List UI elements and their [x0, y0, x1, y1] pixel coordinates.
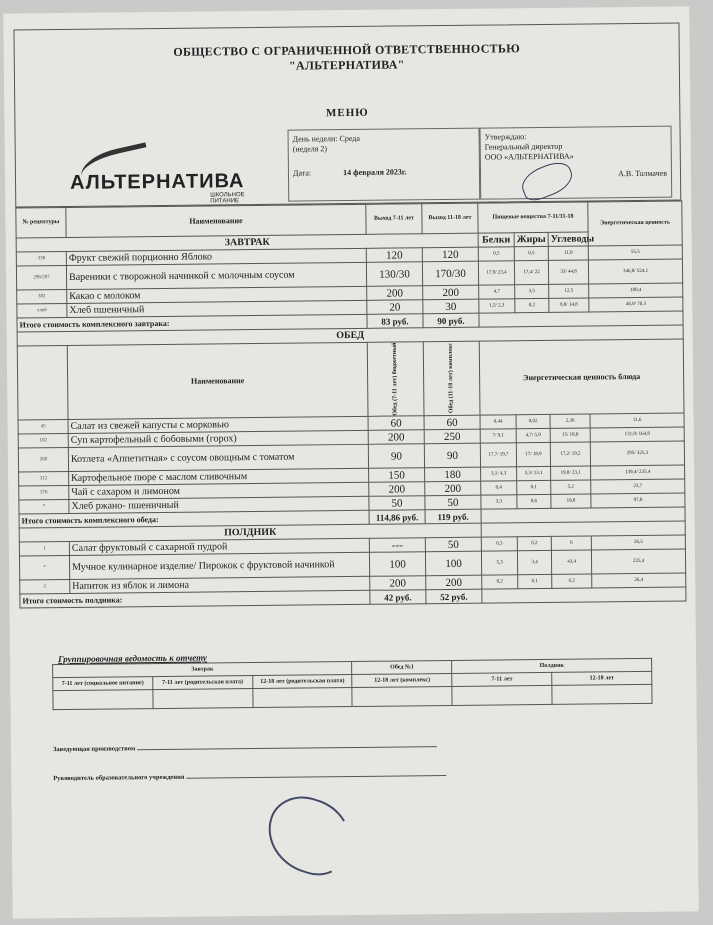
- lunch-title: ОБЕД: [17, 325, 683, 346]
- group-col-6: 12-18 лет: [552, 671, 652, 685]
- lunch-total-1118: 119 руб.: [425, 509, 481, 524]
- group-col-1: 7-11 лет (социальное питание): [53, 677, 153, 691]
- fat-value: 4,7/ 5,9: [516, 429, 550, 443]
- signature-line: [137, 746, 437, 750]
- lunch-header-row: [17, 339, 684, 420]
- portion-711: 120: [366, 248, 422, 263]
- portion-711: 200: [367, 286, 423, 301]
- portion-711: 100: [369, 552, 425, 577]
- fat-value: 0,2: [515, 298, 549, 312]
- dish-name: Котлета «Аппетитная» с соусом овощным с томатом: [68, 444, 368, 471]
- breakfast-total-1118: 90 руб.: [423, 313, 479, 328]
- breakfast-rows: [16, 245, 683, 318]
- group-report-table: [52, 658, 652, 710]
- protein-value: 7/ 9,1: [480, 429, 516, 443]
- group-breakfast: Завтрак: [53, 662, 353, 678]
- prod-manager-line: [53, 740, 687, 754]
- carb-value: 5,2: [551, 480, 591, 494]
- fat-value: 0,1: [517, 481, 551, 495]
- menu-title: МЕНЮ: [325, 106, 369, 120]
- recipe-code: 102: [18, 434, 68, 449]
- recipe-code: *: [19, 556, 69, 581]
- recipe-code: 376: [19, 486, 69, 501]
- group-col-4: 12-18 лет (комплекс): [352, 674, 452, 688]
- protein-value: 4,7: [479, 285, 515, 299]
- portion-711: 200: [370, 576, 426, 591]
- breakfast-total-711: 83 руб.: [367, 314, 423, 329]
- snack-total-711: 42 руб.: [370, 590, 426, 605]
- fat-value: 0,02: [516, 415, 550, 429]
- recipe-code: 1: [19, 542, 69, 557]
- lunch-rows: [18, 413, 685, 514]
- portion-711: 200: [369, 482, 425, 497]
- col-out-1118: Выход 11-18 лет: [422, 203, 478, 234]
- col-fat: Жиры: [514, 232, 548, 246]
- portion-1118: 200: [423, 285, 479, 300]
- fat-value: 0,6: [517, 495, 551, 509]
- empty-cell: [17, 345, 68, 420]
- protein-value: 0,3: [481, 537, 517, 551]
- portion-1118: 180: [425, 467, 481, 482]
- logo-tag: ШКОЛЬНОЕ ПИТАНИЕ: [210, 192, 245, 205]
- header-box: [13, 23, 681, 208]
- menu-table: [15, 201, 686, 609]
- protein-value: 0,4: [481, 481, 517, 495]
- carb-value: 19,8/ 23,1: [551, 466, 591, 480]
- date-value: 14 февраля 2023г.: [343, 167, 407, 178]
- fat-value: 3,5: [515, 284, 549, 298]
- dish-name: Какао с молоком: [67, 286, 367, 303]
- portion-1118: 250: [424, 429, 480, 444]
- carb-value: 12,5: [549, 284, 589, 298]
- group-lunch: Обед №1: [352, 661, 452, 675]
- company-logo: [69, 148, 271, 205]
- day-label: День недели: Среда: [292, 133, 360, 144]
- carb-value: 9,8/ 14,8: [549, 298, 589, 312]
- snack-total-label: Итого стоимость полдника:: [20, 590, 370, 608]
- lunch-total-label: Итого стоимость комплексного обеда:: [19, 510, 369, 528]
- dish-name: Напиток из яблок и лимона: [70, 576, 370, 593]
- energy-value: 295/ 325,3: [590, 441, 684, 466]
- portion-711: 200: [368, 430, 424, 445]
- empty-cell: [452, 686, 552, 706]
- approve-line-1: Утверждаю:: [484, 132, 527, 142]
- energy-value: 139,4/ 235,4: [591, 465, 685, 480]
- protein-value: 0,2: [482, 575, 518, 589]
- protein-value: 0,44: [480, 415, 516, 429]
- energy-value: 55,5: [588, 245, 682, 260]
- dish-name: Салат фруктовый с сахарной пудрой: [69, 538, 369, 555]
- portion-1118: 100: [425, 551, 481, 576]
- empty-cell: [352, 687, 452, 707]
- group-col-2: 7-11 лет (родительская плата): [153, 676, 253, 690]
- date-label: Дата:: [292, 168, 312, 178]
- date-row: [293, 167, 475, 179]
- recipe-code: 45: [18, 420, 68, 435]
- org-name: [14, 24, 678, 77]
- fat-value: 17/ 18,9: [516, 443, 550, 467]
- carb-value: 2,36: [550, 414, 590, 428]
- approve-signer: А.В. Толмачев: [618, 168, 668, 179]
- snack-total-1118: 52 руб.: [426, 589, 482, 604]
- portion-1118: 50: [425, 495, 481, 510]
- dish-name: Вареники с творожной начинкой с молочным соусом: [66, 262, 366, 289]
- dish-name: Картофельное пюре с маслом сливочным: [69, 468, 369, 485]
- recipe-code: 338: [16, 251, 66, 266]
- portion-711: 60: [368, 416, 424, 431]
- dish-name: Хлеб ржано- пшеничный: [69, 496, 369, 513]
- carb-value: 11,8: [548, 246, 588, 260]
- dish-name: Чай с сахаром и лимоном: [69, 482, 369, 499]
- fat-value: 17,4/ 22: [514, 260, 548, 284]
- recipe-code: 312: [19, 472, 69, 487]
- col-out-711: Выход 7-11 лет: [366, 204, 422, 235]
- energy-value: 46,9/ 70,3: [589, 297, 683, 312]
- signature-line: [186, 775, 446, 779]
- org-line-1: ОБЩЕСТВО С ОГРАНИЧЕННОЙ ОТВЕТСТВЕННОСТЬЮ: [173, 41, 521, 59]
- empty-cell: [53, 690, 153, 710]
- lunch-col-1118: Обед (11-18 лет) комплекс: [447, 343, 455, 414]
- energy-value: 11,6: [590, 413, 684, 428]
- group-snack: Полдник: [452, 658, 652, 673]
- lunch-total-711: 114,86 руб.: [369, 510, 425, 525]
- org-line-2: "АЛЬТЕРНАТИВА": [288, 57, 405, 73]
- energy-value: 100,4: [589, 283, 683, 298]
- portion-1118: 200: [426, 575, 482, 590]
- portion-1118: 200: [425, 481, 481, 496]
- recipe-code: 296/297: [16, 265, 66, 290]
- protein-value: 3,1/ 4,3: [481, 467, 517, 481]
- empty-cell: [482, 587, 686, 603]
- signature-icon: [517, 158, 576, 204]
- energy-value: 346,8/ 524,1: [588, 259, 682, 284]
- col-recipe-num: № рецептуры: [16, 207, 66, 238]
- portion-711: 90: [368, 444, 424, 469]
- carb-value: 17,2/ 19,2: [550, 442, 590, 466]
- recipe-code: 2: [20, 580, 70, 595]
- fat-value: 0,2: [517, 537, 551, 551]
- dish-name: Фрукт свежий порционно Яблоко: [66, 248, 366, 265]
- carb-value: 6: [551, 536, 591, 550]
- portion-1118: 170/30: [422, 261, 478, 286]
- head-label: Руководитель образовательного учреждения: [53, 773, 185, 783]
- energy-value: 97,8: [591, 493, 685, 508]
- dish-name: Салат из свежей капусты с морковью: [68, 416, 368, 433]
- breakfast-total-label: Итого стоимость комплексного завтрака:: [17, 314, 367, 332]
- empty-cell: [552, 684, 652, 704]
- head-line: [53, 769, 687, 783]
- portion-1118: 30: [423, 299, 479, 314]
- week-label: (неделя 2): [292, 144, 328, 154]
- group-col-5: 7-11 лет: [452, 673, 552, 687]
- carb-value: 6,2: [552, 574, 592, 588]
- fat-value: 3,4: [517, 551, 551, 575]
- carb-value: 15/ 18,8: [550, 428, 590, 442]
- lunch-col-name: Наименование: [67, 342, 368, 419]
- col-energy: Энергетическая ценность: [588, 201, 682, 246]
- carb-value: 33/ 44,8: [548, 260, 588, 284]
- lunch-col-energy: Энергетическая ценность блюда: [479, 339, 684, 415]
- group-col-3: 12-18 лет (родительская плата): [252, 675, 352, 689]
- portion-711: 130/30: [366, 262, 422, 287]
- recipe-code: 260: [18, 448, 68, 473]
- logo-text: АЛЬТЕРНАТИВА: [69, 170, 245, 194]
- portion-711: 50: [369, 496, 425, 511]
- energy-value: 26,5: [591, 535, 685, 550]
- energy-value: 225,4: [591, 549, 685, 574]
- menu-sheet: [3, 6, 698, 918]
- portion-1118: 90: [424, 443, 480, 468]
- recipe-code: 382: [17, 289, 67, 304]
- protein-value: 5,3: [481, 551, 517, 575]
- fat-value: 0,1: [518, 575, 552, 589]
- approve-line-3: ООО «АЛЬТЕРНАТИВА»: [484, 151, 574, 162]
- protein-value: 17,9/ 23,4: [478, 261, 514, 285]
- handwritten-signature-icon: [258, 788, 360, 884]
- dish-name: Суп картофельный с бобовыми (горох): [68, 430, 368, 447]
- snack-rows: [19, 535, 686, 594]
- protein-value: 3,3: [481, 495, 517, 509]
- energy-value: 23,7: [591, 479, 685, 494]
- protein-value: 1,5/ 2,3: [479, 299, 515, 313]
- protein-value: 0,5: [478, 247, 514, 261]
- dish-name: Мучное кулинарное изделие/ Пирожок с фруктовой начинкой: [69, 552, 369, 579]
- empty-cell: [153, 689, 253, 709]
- approval-block: [480, 126, 673, 200]
- portion-711: 20: [367, 300, 423, 315]
- day-info: [288, 128, 481, 202]
- recipe-code: хлеб: [17, 303, 67, 318]
- portion-1118: 120: [422, 247, 478, 262]
- empty-cell: [253, 688, 353, 708]
- fat-value: 0,5: [514, 246, 548, 260]
- protein-value: 17,7/ 19,7: [480, 443, 516, 467]
- portion-1118: 60: [424, 415, 480, 430]
- recipe-code: *: [19, 500, 69, 515]
- breakfast-title: ЗАВТРАК: [16, 233, 478, 252]
- fat-value: 5,3/ 13,1: [517, 467, 551, 481]
- col-nutrients: Пищевые вещества 7-11/11-18: [478, 202, 588, 233]
- energy-value: 131,9/ 164,8: [590, 427, 684, 442]
- lunch-col-711: Обед (7-11 лет) бюджетный: [391, 342, 399, 416]
- group-report-title: Группировочная ведомость к отчету: [57, 652, 207, 665]
- col-carb: Углеводы: [548, 232, 588, 246]
- approve-line-2: Генеральный директор: [484, 141, 563, 152]
- snack-title: ПОЛДНИК: [19, 523, 481, 542]
- portion-1118: 50: [425, 537, 481, 552]
- energy-value: 26,4: [592, 573, 686, 588]
- carb-value: 19,8: [551, 494, 591, 508]
- document: [13, 23, 687, 783]
- col-protein: Белки: [478, 233, 514, 247]
- prod-manager-label: Заведующая производством: [52, 745, 136, 754]
- dish-name: Хлеб пшеничный: [67, 300, 367, 317]
- col-name: Наименование: [66, 204, 366, 237]
- portion-711: 150: [369, 468, 425, 483]
- portion-711: ---: [369, 538, 425, 553]
- carb-value: 43,4: [551, 550, 591, 574]
